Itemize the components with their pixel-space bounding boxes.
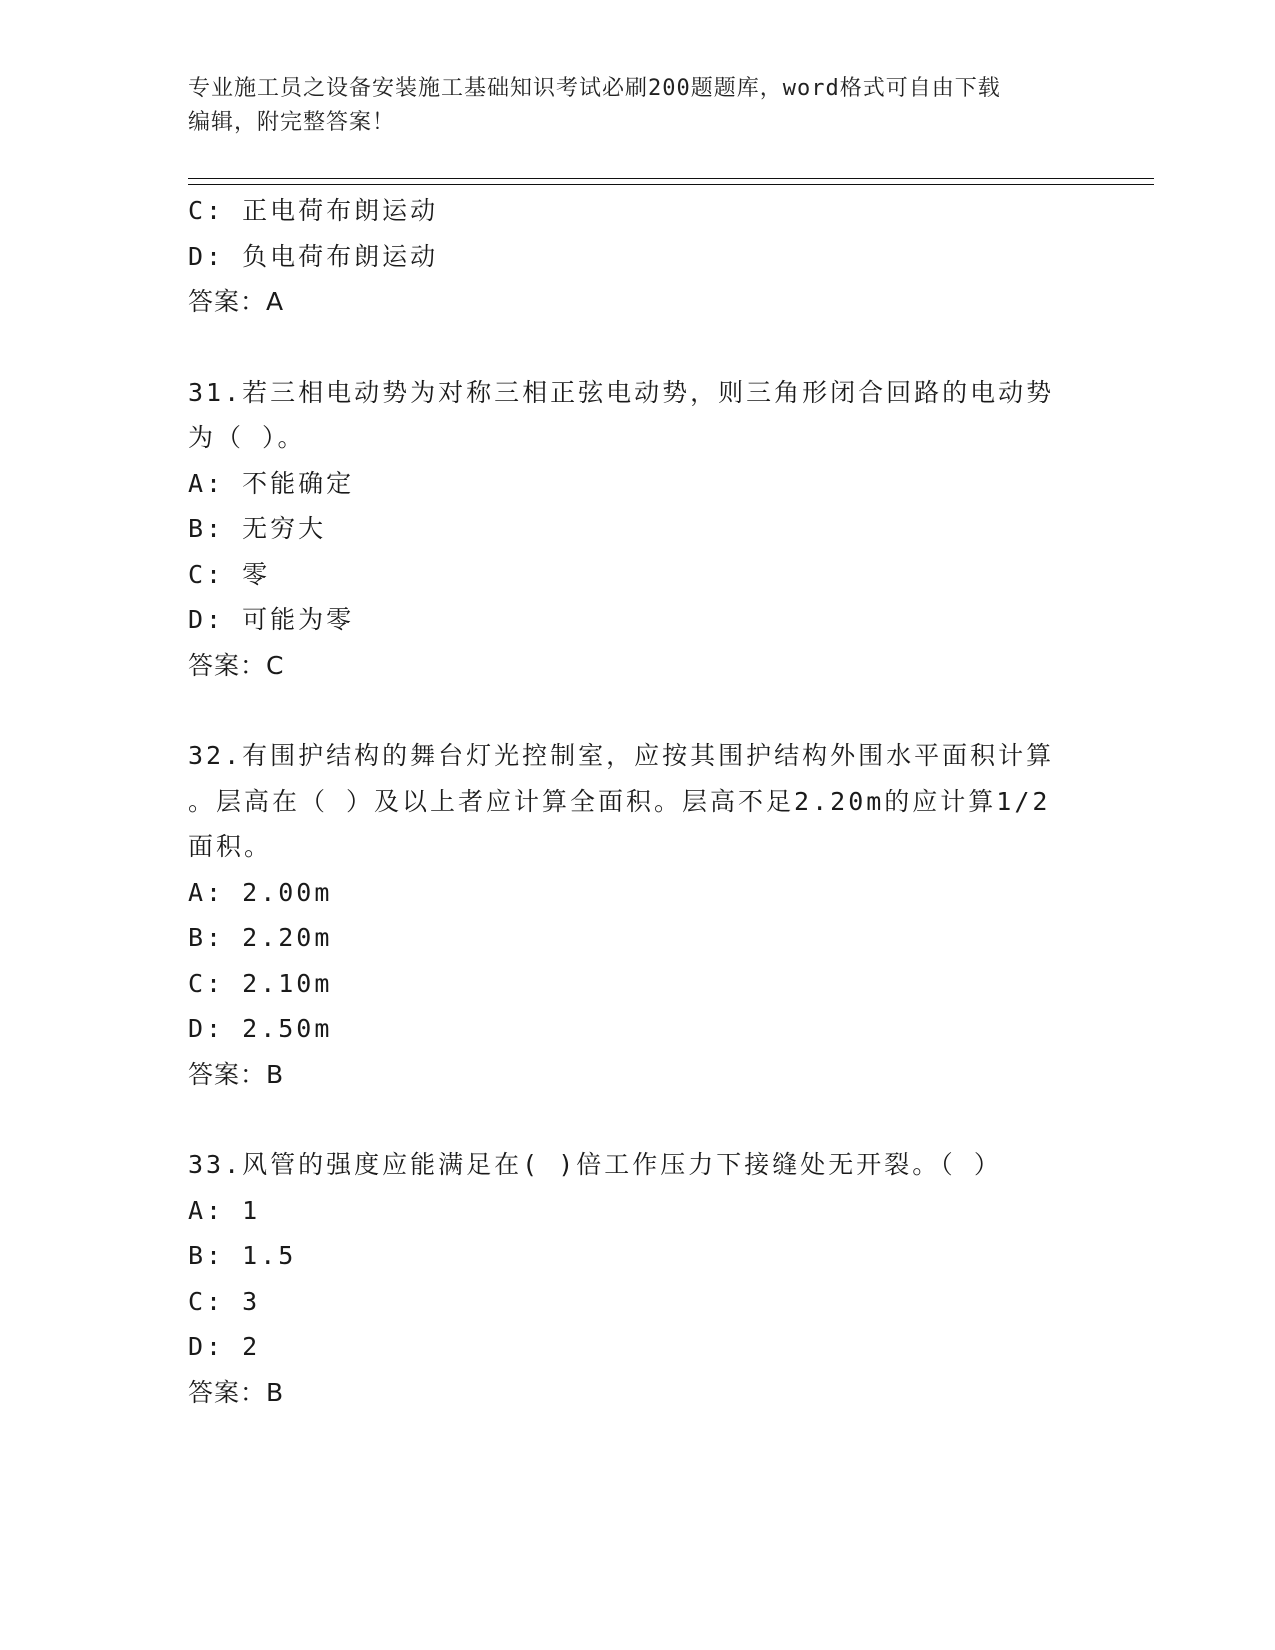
header-line-1: 专业施工员之设备安装施工基础知识考试必刷200题题库，word格式可自由下载 [188, 76, 1001, 101]
header-divider [188, 178, 1154, 185]
document-header [188, 72, 1088, 140]
option-b: B: 2.20m [188, 923, 333, 952]
question-stem-line: 33.风管的强度应能满足在( )倍工作压力下接缝处无开裂。（ ） [188, 1150, 1002, 1179]
option-b: B: 1.5 [188, 1241, 297, 1270]
header-line-2: 编辑，附完整答案！ [188, 110, 396, 135]
option-c: C: 3 [188, 1286, 261, 1316]
option-d: D: 负电荷布朗运动 [188, 241, 439, 271]
option-c: C: 零 [188, 559, 271, 589]
question-32 [188, 733, 1088, 1097]
question-31 [188, 370, 1088, 689]
option-a: A: 不能确定 [188, 468, 355, 498]
option-a: A: 1 [188, 1195, 261, 1225]
option-c: C: 正电荷布朗运动 [188, 196, 439, 225]
option-d: D: 可能为零 [188, 605, 355, 634]
question-stem-line: 32.有围护结构的舞台灯光控制室，应按其围护结构外围水平面积计算 [188, 741, 1055, 770]
question-stem-line: 。层高在（ ）及以上者应计算全面积。层高不足2.20m的应计算1/2 [188, 786, 1051, 816]
answer-line: 答案：A [188, 287, 285, 316]
option-a: A: 2.00m [188, 877, 333, 907]
continued-question [188, 188, 1088, 325]
option-d: D: 2 [188, 1332, 261, 1361]
question-list [188, 188, 1088, 1415]
question-stem-line: 为（ ）。 [188, 423, 306, 452]
question-stem-line: 面积。 [188, 832, 273, 861]
question-stem-line: 31.若三相电动势为对称三相正弦电动势，则三角形闭合回路的电动势 [188, 377, 1055, 407]
answer-line: 答案：B [188, 1377, 285, 1407]
question-33 [188, 1142, 1088, 1415]
option-d: D: 2.50m [188, 1014, 333, 1043]
answer-line: 答案：C [188, 650, 285, 680]
option-b: B: 无穷大 [188, 514, 327, 543]
option-c: C: 2.10m [188, 968, 333, 998]
answer-line: 答案：B [188, 1059, 285, 1089]
